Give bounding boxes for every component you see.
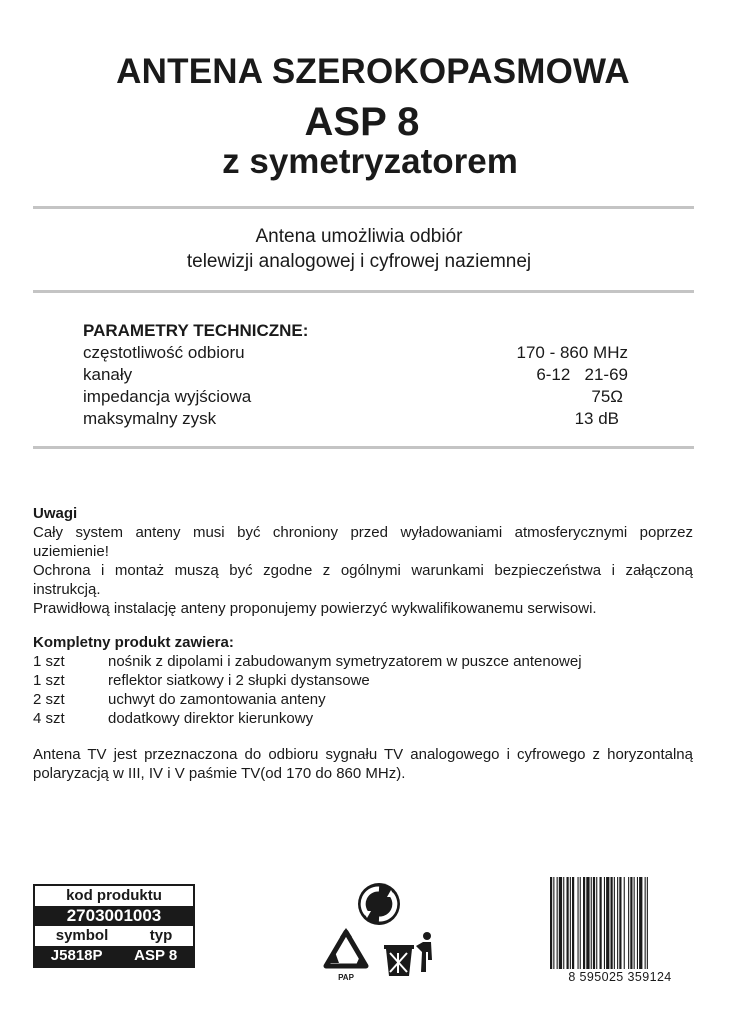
- param-label: impedancja wyjściowa: [83, 387, 252, 406]
- param-value: 6-12 21-69: [536, 365, 628, 384]
- type-value: ASP 8: [134, 947, 178, 964]
- title-line-3: z symetryzatorem: [222, 142, 518, 181]
- notes-paragraph: Ochrona i montaż muszą być zgodne z ogólnymi warunkami bezpieczeństwa i załączoną instrukcją.: [33, 562, 693, 598]
- notes-section: [33, 504, 693, 618]
- title-line-1: ANTENA SZEROKOPASMOWA: [116, 52, 630, 91]
- list-item: [33, 709, 693, 728]
- list-item: [33, 652, 693, 671]
- title-model: ASP 8: [304, 100, 420, 144]
- symbol-type-header: [35, 926, 193, 946]
- symbol-label: symbol: [55, 927, 109, 944]
- param-row: [83, 364, 628, 386]
- params-heading: PARAMETRY TECHNICZNE:: [83, 321, 309, 340]
- product-code-box: [33, 884, 195, 968]
- divider: [33, 446, 694, 449]
- pap-label: PAP: [338, 973, 354, 982]
- kit-qty: 4 szt: [33, 710, 65, 727]
- barcode-digits: 8 595025 359124: [568, 970, 672, 983]
- list-item: [33, 671, 693, 690]
- notes-heading: Uwagi: [33, 505, 78, 522]
- eco-symbols: [320, 880, 440, 985]
- param-row: [83, 386, 628, 408]
- kit-desc: dodatkowy direktor kierunkowy: [108, 710, 314, 727]
- green-dot-icon: [358, 883, 400, 925]
- param-value: 170 - 860 MHz: [516, 343, 628, 362]
- technical-parameters: [83, 320, 628, 430]
- kit-desc: reflektor siatkowy i 2 słupki dystansowe: [108, 672, 370, 689]
- kit-qty: 2 szt: [33, 691, 65, 708]
- notes-paragraph: Cały system anteny musi być chroniony przed wyładowaniami atmosferycznymi poprzez uziemienie!: [33, 524, 693, 560]
- intro-line-1: Antena umożliwia odbiór: [255, 226, 463, 247]
- symbol-value: J5818P: [50, 947, 103, 964]
- kit-qty: 1 szt: [33, 653, 65, 670]
- divider: [33, 206, 694, 209]
- tidyman-icon: [384, 932, 432, 976]
- product-code-label: kod produktu: [66, 887, 162, 904]
- kit-contents: [33, 633, 693, 728]
- param-label: maksymalny zysk: [83, 409, 217, 428]
- list-item: [33, 690, 693, 709]
- product-code: 2703001003: [35, 906, 193, 926]
- kit-heading: Kompletny produkt zawiera:: [33, 634, 234, 651]
- recycle-icon: [326, 928, 368, 966]
- usage-text: Antena TV jest przeznaczona do odbioru sygnału TV analogowego i cyfrowego z horyzontalną polaryzacją w III, IV i V paśmie TV(od 170 do 860 MHz).: [33, 746, 693, 782]
- kit-qty: 1 szt: [33, 672, 65, 689]
- barcode: [549, 877, 691, 983]
- param-label: częstotliwość odbioru: [83, 343, 245, 362]
- intro-line-2: telewizji analogowej i cyfrowej naziemnej: [186, 251, 532, 272]
- kit-desc: nośnik z dipolami i zabudowanym symetryzatorem w puszce antenowej: [108, 653, 582, 670]
- symbol-type-values: [35, 946, 193, 966]
- notes-paragraph: Prawidłową instalację anteny proponujemy powierzyć wykwalifikowanemu serwisowi.: [33, 600, 597, 617]
- kit-desc: uchwyt do zamontowania anteny: [108, 691, 326, 708]
- param-label: kanały: [83, 365, 133, 384]
- param-value: 13 dB: [574, 409, 619, 428]
- param-row: [83, 342, 628, 364]
- type-label: typ: [149, 927, 173, 944]
- param-value: 75Ω: [591, 387, 623, 406]
- barcode-bars: [550, 877, 648, 969]
- divider: [33, 290, 694, 293]
- param-row: [83, 408, 628, 430]
